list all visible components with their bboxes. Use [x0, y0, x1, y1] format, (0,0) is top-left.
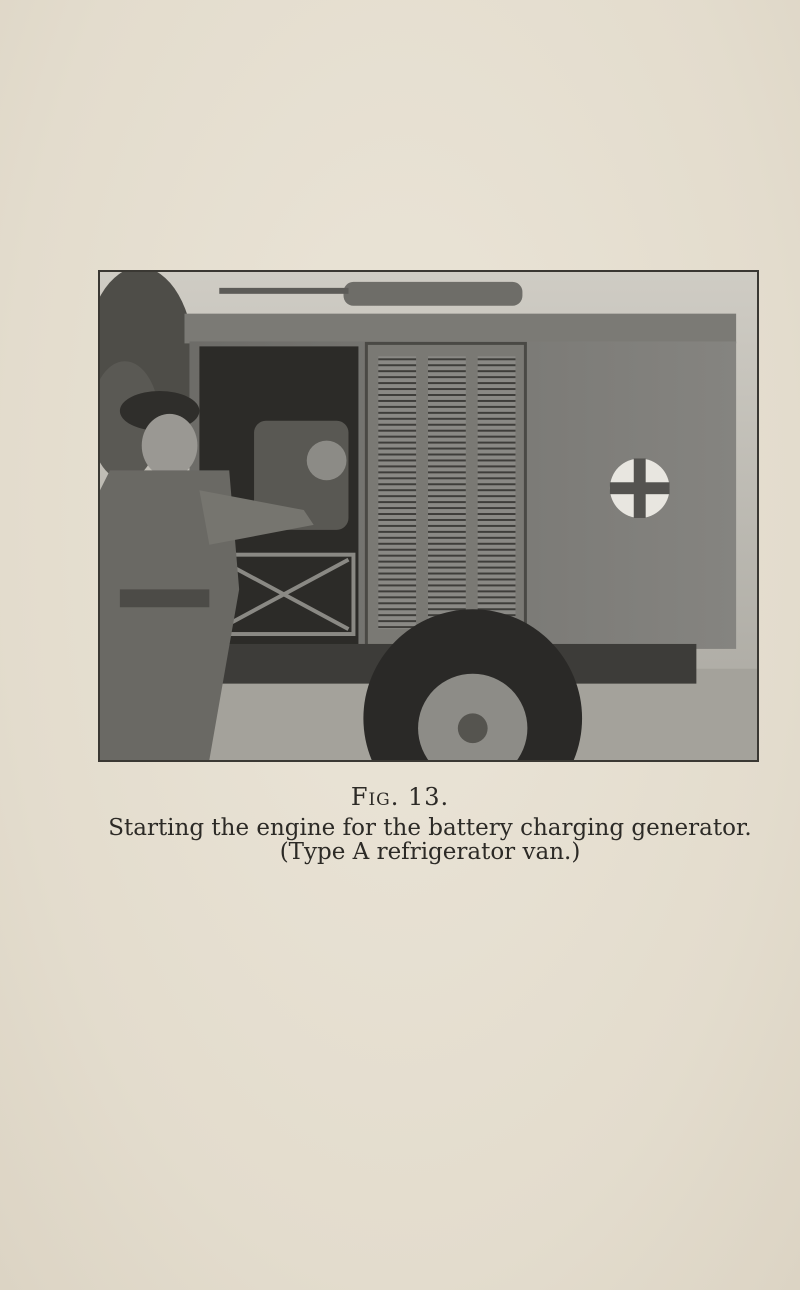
- figure-caption: Starting the engine for the battery charging generator. (Type A refrigerator van.): [108, 815, 752, 865]
- generator-van-photo: [100, 272, 757, 760]
- figure-label: Fig. 13.: [350, 783, 450, 811]
- photograph-plate: [98, 270, 759, 762]
